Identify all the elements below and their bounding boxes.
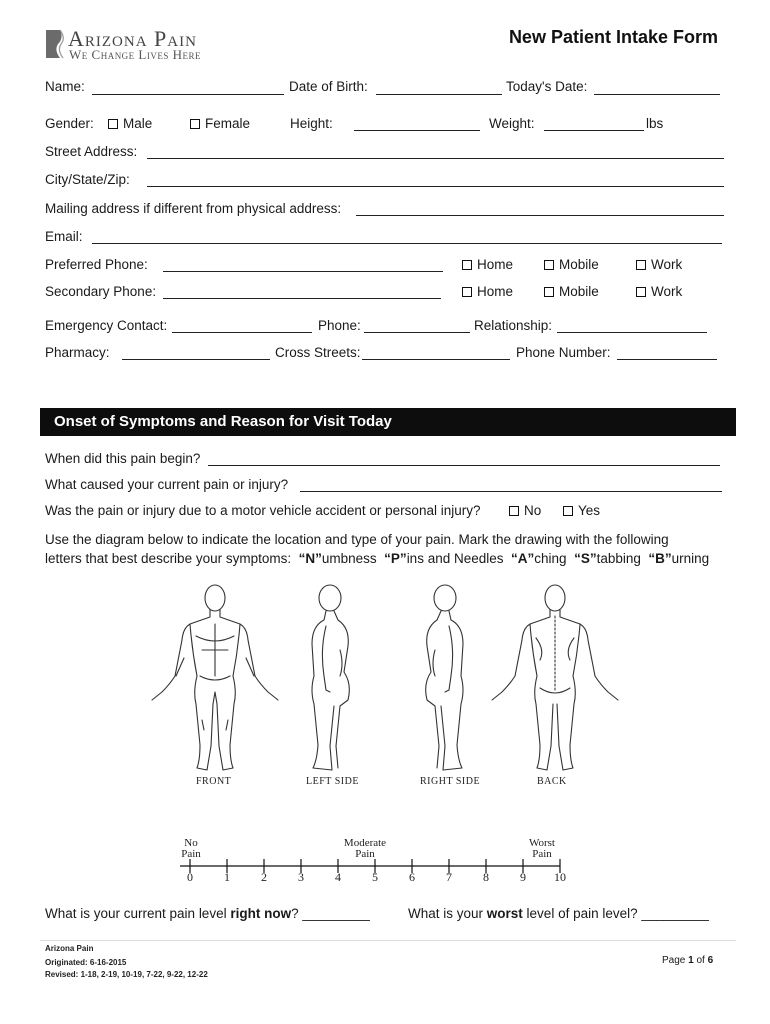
footer-divider [40, 940, 736, 941]
pain-began-label: When did this pain begin? [45, 451, 201, 466]
pain-scale-tick-label[interactable]: 5 [372, 870, 378, 884]
weight-label: Weight: [489, 116, 535, 131]
pain-scale-tick-label[interactable]: 7 [446, 870, 452, 884]
figure-label-right-side: RIGHT SIDE [420, 776, 481, 787]
figure-label-front: FRONT [196, 776, 232, 787]
body-front-figure[interactable] [152, 585, 278, 770]
pain-scale-high-label: Worst Pain [528, 837, 555, 860]
cross-streets-field[interactable] [362, 359, 510, 360]
weight-field[interactable] [544, 130, 644, 131]
secondary-phone-label: Secondary Phone: [45, 284, 157, 299]
emergency-contact-field[interactable] [172, 332, 312, 333]
email-field[interactable] [92, 243, 722, 244]
pain-scale-tick-label[interactable]: 10 [554, 870, 566, 884]
pain-scale-low-label: No Pain [181, 837, 201, 860]
checkbox-icon [544, 287, 554, 297]
secondary-phone-field[interactable] [163, 298, 441, 299]
relationship-label: Relationship: [474, 318, 553, 333]
street-address-field[interactable] [147, 158, 724, 159]
arizona-pain-logo-icon [44, 28, 66, 60]
onset-section-header: Onset of Symptoms and Reason for Visit Today [40, 408, 736, 436]
height-label: Height: [290, 116, 333, 131]
relationship-field[interactable] [557, 332, 707, 333]
mailing-address-label: Mailing address if different from physical address: [45, 201, 342, 216]
pharmacy-phone-field[interactable] [617, 359, 717, 360]
todays-date-field[interactable] [594, 94, 720, 95]
checkbox-icon [544, 260, 554, 270]
diagram-instructions: Use the diagram below to indicate the location and type of your pain. Mark the drawing with the following [45, 532, 669, 547]
checkbox-icon [636, 287, 646, 297]
pharmacy-field[interactable] [122, 359, 270, 360]
cross-streets-label: Cross Streets: [275, 345, 361, 360]
pain-scale-tick-label[interactable]: 3 [298, 870, 304, 884]
checkbox-icon [190, 119, 200, 129]
mailing-address-field[interactable] [356, 215, 724, 216]
checkbox-icon [108, 119, 118, 129]
pharmacy-label: Pharmacy: [45, 345, 110, 360]
email-label: Email: [45, 229, 83, 244]
footer-org: Arizona Pain [45, 944, 94, 953]
current-pain-question[interactable]: What is your current pain level right now? _________ [45, 906, 370, 921]
body-left-side-figure[interactable] [312, 585, 349, 770]
city-state-zip-label: City/State/Zip: [45, 172, 130, 187]
todays-date-label: Today's Date: [506, 79, 588, 94]
form-title: New Patient Intake Form [508, 27, 718, 47]
worst-pain-question[interactable]: What is your worst level of pain level? _________ [408, 906, 709, 921]
body-right-side-figure[interactable] [426, 585, 463, 770]
checkbox-icon [563, 506, 573, 516]
pain-scale-tick-label[interactable]: 4 [335, 870, 341, 884]
pain-scale-tick-label[interactable]: 8 [483, 870, 489, 884]
checkbox-icon [462, 260, 472, 270]
mva-yes-option[interactable]: Yes [563, 503, 600, 518]
logo-tagline: We Change Lives Here [69, 47, 202, 62]
footer-originated: Originated: 6-16-2015 [45, 958, 127, 967]
figure-label-left-side: LEFT SIDE [306, 776, 359, 787]
name-field[interactable] [92, 94, 284, 95]
body-back-figure[interactable] [492, 585, 618, 770]
pain-cause-label: What caused your current pain or injury? [45, 477, 289, 492]
pain-scale-tick-label[interactable]: 0 [187, 870, 193, 884]
secondary-phone-work-option[interactable]: Work [636, 284, 682, 299]
pain-began-field[interactable] [208, 465, 720, 466]
preferred-phone-mobile-option[interactable]: Mobile [544, 257, 599, 272]
secondary-phone-mobile-option[interactable]: Mobile [544, 284, 599, 299]
emergency-phone-label: Phone: [318, 318, 361, 333]
dob-label: Date of Birth: [289, 79, 368, 94]
checkbox-icon [462, 287, 472, 297]
dob-field[interactable] [376, 94, 502, 95]
height-field[interactable] [354, 130, 480, 131]
gender-female-option[interactable]: Female [190, 116, 250, 131]
street-address-label: Street Address: [45, 144, 138, 159]
mva-no-option[interactable]: No [509, 503, 541, 518]
symptom-letters-line: letters that best describe your symptoms: “N”umbness “P”ins and Needles “A”ching “S”tabbing “B”urning [45, 551, 710, 566]
checkbox-icon [509, 506, 519, 516]
preferred-phone-field[interactable] [163, 271, 443, 272]
emergency-contact-label: Emergency Contact: [45, 318, 168, 333]
pain-scale-tick-label[interactable]: 9 [520, 870, 526, 884]
preferred-phone-label: Preferred Phone: [45, 257, 148, 272]
secondary-phone-home-option[interactable]: Home [462, 284, 513, 299]
emergency-phone-field[interactable] [364, 332, 470, 333]
gender-label: Gender: [45, 116, 94, 131]
pain-scale-tick-label[interactable]: 6 [409, 870, 415, 884]
pharmacy-phone-label: Phone Number: [516, 345, 611, 360]
figure-label-back: BACK [537, 776, 567, 787]
body-pain-diagram[interactable] [140, 580, 640, 776]
page-number: Page 1 of 6 [662, 955, 714, 966]
pain-scale-mid-label: Moderate Pain [343, 837, 387, 860]
checkbox-icon [636, 260, 646, 270]
footer-revised: Revised: 1-18, 2-19, 10-19, 7-22, 9-22, 12-22 [45, 970, 208, 979]
pain-scale-tick-label[interactable]: 1 [224, 870, 230, 884]
weight-unit: lbs [646, 116, 664, 131]
name-label: Name: [45, 79, 85, 94]
pain-cause-field[interactable] [300, 491, 722, 492]
gender-male-option[interactable]: Male [108, 116, 152, 131]
preferred-phone-home-option[interactable]: Home [462, 257, 513, 272]
city-state-zip-field[interactable] [147, 186, 724, 187]
mva-question-label: Was the pain or injury due to a motor vehicle accident or personal injury? [45, 503, 481, 518]
preferred-phone-work-option[interactable]: Work [636, 257, 682, 272]
pain-scale-tick-label[interactable]: 2 [261, 870, 267, 884]
logo-title: Arizona Pain [68, 26, 197, 51]
